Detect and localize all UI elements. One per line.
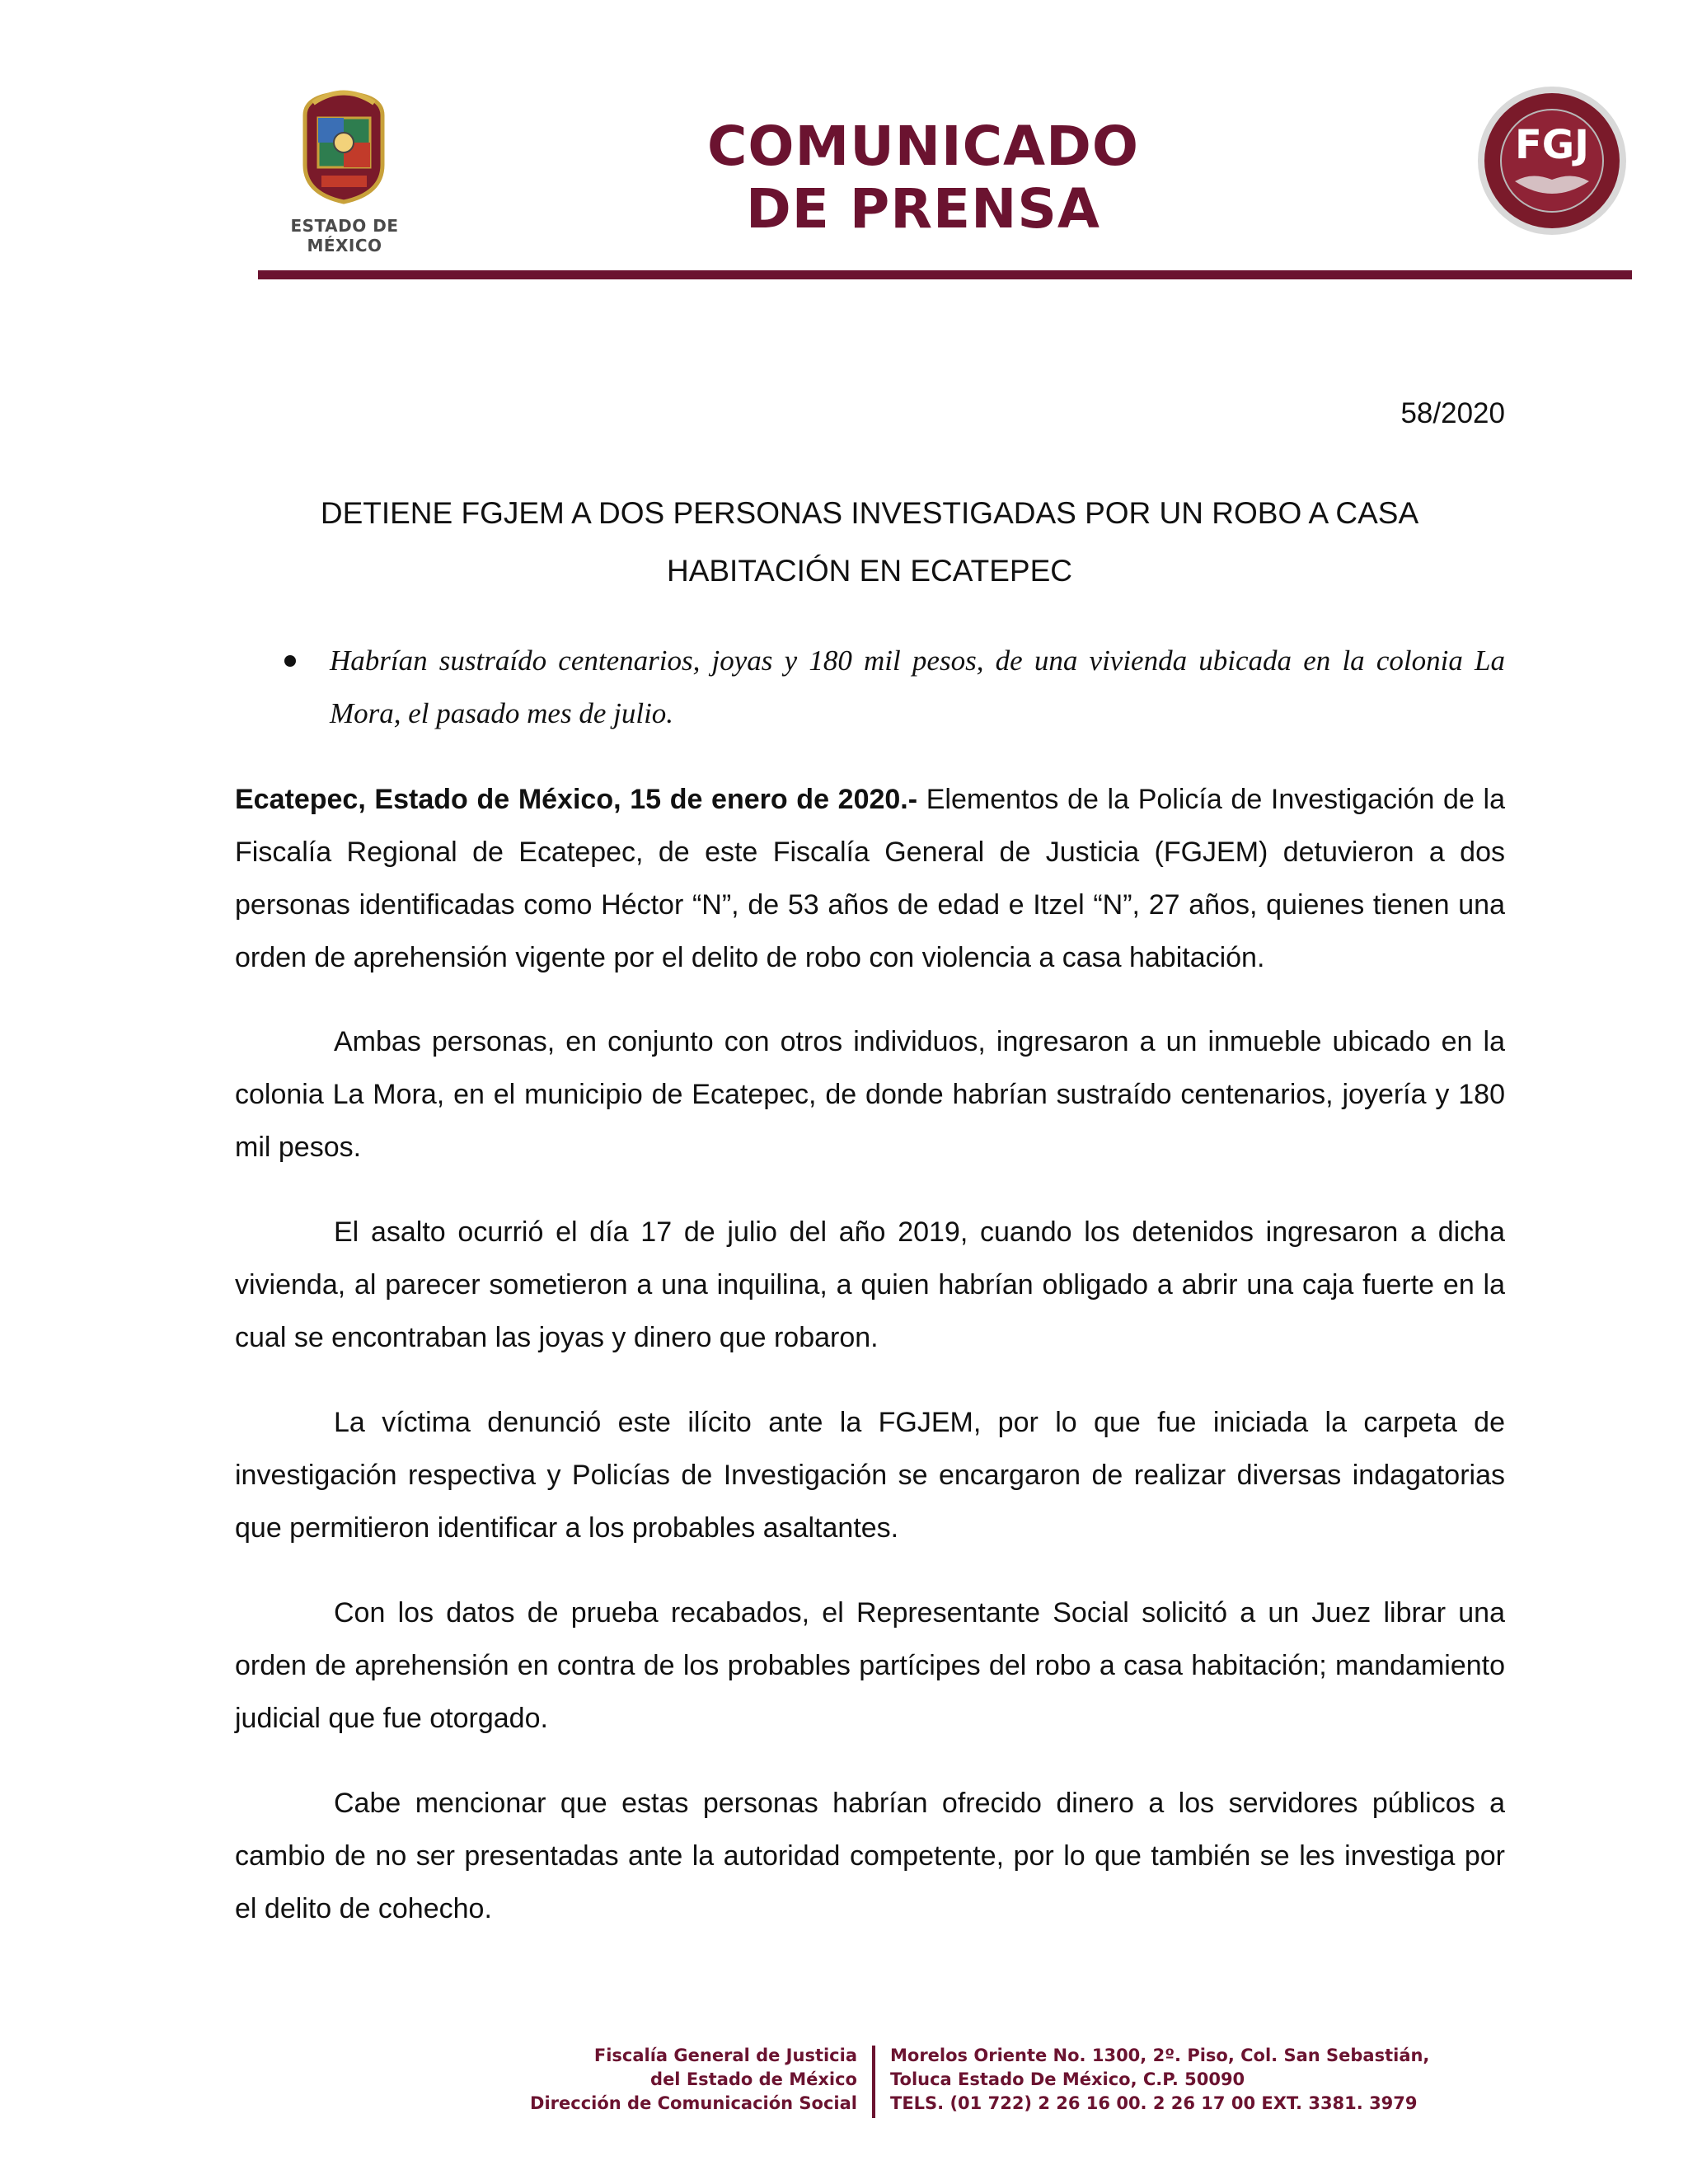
footer-left-line-1: Fiscalía General de Justicia — [593, 2046, 857, 2065]
footer-divider — [872, 2046, 875, 2118]
page-footer — [0, 2044, 1688, 2135]
title-line-2: DE PRENSA — [746, 177, 1100, 241]
body-paragraph: Cabe mencionar que estas personas habrían ofrecido dinero a los servidores públicos a cambio de no ser presentadas ante la autoridad competente, por lo que también se les investiga por el delito de cohecho. — [235, 1788, 1505, 1924]
headline-line-1: DETIENE FGJEM A DOS PERSONAS INVESTIGADAS POR UN ROBO A CASA — [320, 496, 1419, 530]
page-header — [0, 0, 1688, 297]
body-paragraph: Ambas personas, en conjunto con otros individuos, ingresaron a un inmueble ubicado en la colonia La Mora, en el municipio de Ecatepec, de donde habrían sustraído centenarios, joyería y 180 mil pesos. — [235, 1026, 1505, 1163]
bullet-icon — [284, 655, 296, 667]
title-line-1: COMUNICADO — [706, 115, 1139, 178]
body-paragraph: La víctima denunció este ilícito ante la FGJEM, por lo que fue iniciada la carpeta de investigación respectiva y Policías de Investigación se encargaron de realizar diversas indagatorias que permitieron identificar a los probables asaltantes. — [235, 1407, 1505, 1544]
body-paragraph: El asalto ocurrió el día 17 de julio del año 2019, cuando los detenidos ingresaron a dicha vivienda, al parecer sometieron a una inquilina, a quien habrían obligado a abrir una caja fuerte en la cual se encontraban las joyas y dinero que robaron. — [235, 1216, 1505, 1353]
document-number: 58/2020 — [1400, 397, 1505, 429]
footer-right-line-1: Morelos Oriente No. 1300, 2º. Piso, Col. San Sebastián, — [890, 2046, 1430, 2065]
lead-text: Elementos de la Policía de Investigación de la Fiscalía Regional de Ecatepec, de este Fiscalía General de Justicia (FGJEM) detuvieron a dos personas identificadas como Héctor “N”, de 53 años de edad e Itzel “N”, 27 años, quienes tienen una orden de aprehensión vigente por el delito de robo con violencia a casa habitación. — [235, 784, 1505, 973]
page-title — [676, 115, 1170, 241]
fgj-seal-icon — [1474, 82, 1630, 239]
lead-paragraph — [235, 773, 1505, 984]
state-label: ESTADO DE MÉXICO — [290, 216, 399, 255]
body-paragraph: Con los datos de prueba recabados, el Representante Social solicitó a un Juez librar una orden de aprehensión en contra de los probables partícipes del robo a casa habitación; mandamiento judicial que fue otorgado. — [235, 1597, 1505, 1734]
summary-bullet: Habrían sustraído centenarios, joyas y 180 mil pesos, de una vivienda ubicada en la colonia La Mora, el pasado mes de julio. — [330, 644, 1505, 729]
footer-address — [890, 2044, 1484, 2116]
state-coat-of-arms-icon — [288, 87, 400, 206]
footer-left-line-2: del Estado de México — [650, 2069, 857, 2089]
fgj-abbreviation: FGJ — [1514, 122, 1590, 168]
footer-right-line-2: Toluca Estado De México, C.P. 50090 — [890, 2069, 1245, 2089]
footer-left-line-3: Dirección de Comunicación Social — [530, 2093, 857, 2113]
headline — [235, 485, 1504, 600]
footer-institution — [462, 2044, 857, 2116]
footer-right-line-3: TELS. (01 722) 2 26 16 00. 2 26 17 00 EXT. 3381. 3979 — [890, 2093, 1418, 2113]
dateline: Ecatepec, Estado de México, 15 de enero de 2020.- — [235, 784, 918, 815]
header-divider — [258, 270, 1632, 279]
headline-line-2: HABITACIÓN EN ECATEPEC — [666, 554, 1073, 588]
